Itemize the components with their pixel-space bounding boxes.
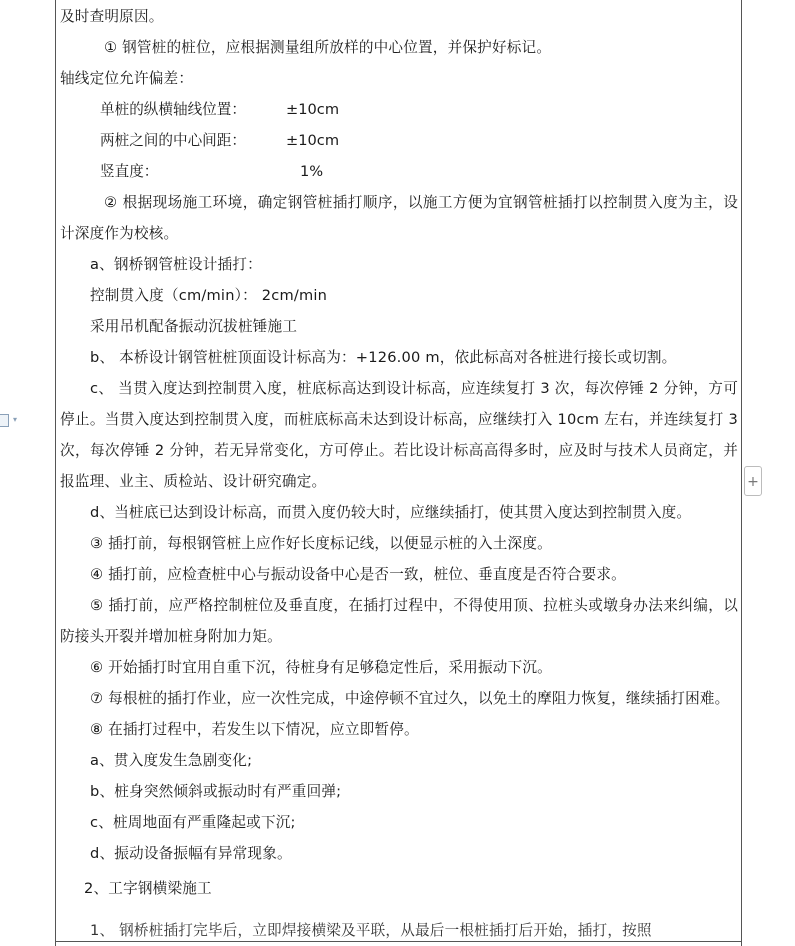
- add-row-button[interactable]: +: [744, 466, 762, 496]
- section-heading: 2、工字钢横梁施工: [84, 880, 212, 897]
- paragraph-options-icon[interactable]: [0, 412, 22, 428]
- tolerance-row: [60, 156, 738, 187]
- tolerance-label: 竖直度：: [100, 163, 159, 180]
- list-item: a、贯入度发生急剧变化;: [90, 752, 253, 769]
- paragraph: ② 根据现场施工环境，确定钢管桩插打顺序，以施工方便为宜钢管桩插打以控制贯入度为主，设计深度作为校核。: [60, 194, 738, 242]
- paragraph: b、 本桥设计钢管桩桩顶面设计标高为：+126.00 m，依此标高对各桩进行接长或切割。: [90, 349, 677, 366]
- list-item: d、振动设备振幅有异常现象。: [90, 845, 292, 862]
- paragraph: 及时查明原因。: [60, 8, 164, 25]
- paragraph: ⑦ 每根桩的插打作业，应一次性完成，中途停顿不宜过久，以免土的摩阻力恢复，继续插打困难。: [90, 690, 730, 707]
- document-body: [60, 0, 738, 904]
- paragraph: 轴线定位允许偏差：: [60, 70, 194, 87]
- tolerance-value: ±10cm: [286, 101, 340, 118]
- paragraph: ⑧ 在插打过程中，若发生以下情况，应立即暂停。: [90, 721, 419, 738]
- list-item: c、桩周地面有严重隆起或下沉;: [90, 814, 296, 831]
- table-left-border: [55, 0, 56, 946]
- paragraph: ⑤ 插打前，应严格控制桩位及垂直度，在插打过程中，不得使用顶、拉桩头或墩身办法来纠编，以防接头开裂并增加桩身附加力矩。: [60, 597, 738, 645]
- tolerance-label: 单桩的纵横轴线位置：: [100, 101, 246, 118]
- document-icon: [0, 414, 9, 427]
- paragraph: ① 钢管桩的桩位，应根据测量组所放样的中心位置，并保护好标记。: [104, 39, 552, 56]
- paragraph: ④ 插打前，应检查桩中心与振动设备中心是否一致，桩位、垂直度是否符合要求。: [90, 566, 626, 583]
- table-bottom-border: [55, 941, 742, 942]
- tolerance-value: 1%: [300, 163, 324, 180]
- tolerance-value: ±10cm: [286, 132, 340, 149]
- chevron-down-icon: ▾: [13, 415, 18, 424]
- paragraph: 采用吊机配备振动沉拔桩锤施工: [90, 318, 298, 335]
- list-item: b、桩身突然倾斜或振动时有严重回弹;: [90, 783, 342, 800]
- tolerance-label: 两桩之间的中心间距：: [100, 132, 246, 149]
- paragraph: 1、 钢桥桩插打完毕后，立即焊接横梁及平联，从最后一根桩插打后开始，插打，按照: [90, 922, 652, 939]
- paragraph: ⑥ 开始插打时宜用自重下沉，待桩身有足够稳定性后，采用振动下沉。: [90, 659, 552, 676]
- tolerance-row: [60, 125, 738, 156]
- paragraph: d、当桩底已达到设计标高，而贯入度仍较大时，应继续插打，使其贯入度达到控制贯入度。: [90, 504, 692, 521]
- paragraph: c、 当贯入度达到控制贯入度，桩底标高达到设计标高，应连续复打 3 次，每次停锤 2 分钟，方可停止。当贯入度达到控制贯入度，而桩底标高未达到设计标高，应继续打入 10cm 左右，并连续复打 3 次，每次停锤 2 分钟，若无异常变化，方可停止。若比设计标高高得多时，应及时与技术人员商定，并报监理、业主、质检站、设计研究确定。: [60, 380, 738, 490]
- table-right-border: [741, 0, 742, 946]
- paragraph: a、钢桥钢管桩设计插打：: [90, 256, 262, 273]
- paragraph: 控制贯入度（cm/min）： 2cm/min: [90, 287, 328, 304]
- cut-off-line: [60, 922, 738, 946]
- tolerance-row: [60, 94, 738, 125]
- paragraph: ③ 插打前，每根钢管桩上应作好长度标记线，以便显示桩的入土深度。: [90, 535, 552, 552]
